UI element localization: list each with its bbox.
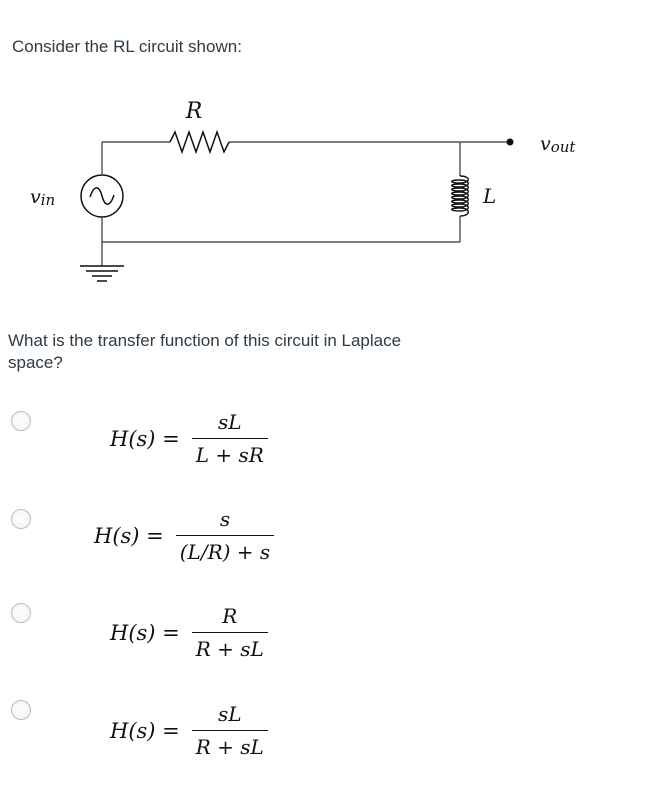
output-node xyxy=(507,139,514,146)
radio-button-1[interactable] xyxy=(11,411,31,431)
formula-lhs: H(s) = xyxy=(110,718,180,743)
fraction xyxy=(192,410,268,467)
answer-option-2[interactable] xyxy=(0,497,420,577)
formula-lhs: H(s) = xyxy=(94,523,164,548)
formula-4 xyxy=(110,702,268,759)
radio-button-3[interactable] xyxy=(11,603,31,623)
inductor-symbol xyxy=(452,176,469,216)
answer-option-1[interactable] xyxy=(0,400,420,480)
answer-option-4[interactable] xyxy=(0,690,420,770)
denominator: (L/R) + s xyxy=(176,535,274,564)
radio-button-2[interactable] xyxy=(11,509,31,529)
denominator: R + sL xyxy=(192,730,268,759)
fraction xyxy=(176,507,274,564)
answer-option-3[interactable] xyxy=(0,594,420,674)
resistor-symbol xyxy=(170,132,229,152)
formula-lhs: H(s) = xyxy=(110,620,180,645)
formula-2 xyxy=(94,507,274,564)
input-voltage-label: vin xyxy=(30,186,56,209)
radio-button-4[interactable] xyxy=(11,700,31,720)
output-voltage-label: vout xyxy=(540,133,576,156)
fraction xyxy=(192,604,268,661)
inductor-label: L xyxy=(483,184,497,208)
ground-icon xyxy=(80,266,124,281)
denominator: L + sR xyxy=(192,438,268,467)
numerator: sL xyxy=(218,702,242,726)
question-prompt: Consider the RL circuit shown: xyxy=(12,37,242,56)
numerator: s xyxy=(219,507,231,531)
formula-1 xyxy=(110,410,268,467)
formula-3 xyxy=(110,604,268,661)
rl-circuit-diagram xyxy=(0,80,656,300)
numerator: R xyxy=(222,604,238,628)
formula-lhs: H(s) = xyxy=(110,426,180,451)
resistor-label: R xyxy=(185,99,203,124)
denominator: R + sL xyxy=(192,632,268,661)
fraction xyxy=(192,702,268,759)
numerator: sL xyxy=(218,410,242,434)
question-text: What is the transfer function of this circuit in Laplace space? xyxy=(8,331,402,372)
